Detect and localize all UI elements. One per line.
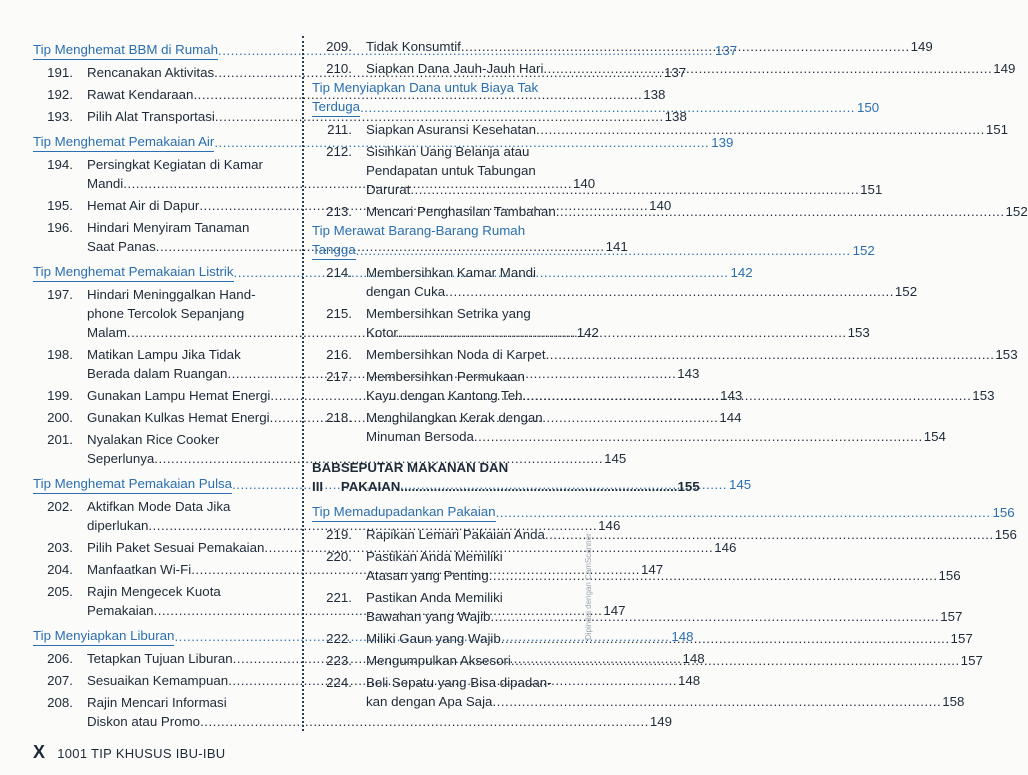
entry-text: Mandi [87,176,124,191]
entry-text: Membersihkan Permukaan [366,369,525,384]
entry-body [366,37,933,56]
chapter-title-line [341,477,700,496]
entry-text: Membersihkan Setrika yang [366,306,531,321]
entry-page-number: 144 [719,410,742,425]
entry-line [366,282,917,301]
entry-number: 223. [326,653,352,668]
section-heading-label: Tip Menghemat Pemakaian Pulsa [33,474,232,494]
entry-number: 214. [326,265,352,280]
page-number-roman: X [33,742,46,762]
entry-body [366,345,1018,364]
entry-text: Hemat Air di Dapur [87,198,200,213]
scanner-watermark: Dipindai dengan CamScanner [584,533,593,640]
entry-text: Nyalakan Rice Cooker [87,432,220,447]
entry-line [366,37,933,56]
leader-dots [523,386,972,405]
entry-number: 200. [47,410,73,425]
entry-number: 218. [326,410,352,425]
entry-text: Mencari Penghasilan Tambahan [366,204,556,219]
entry-number: 191. [47,65,73,80]
page-footer [33,742,226,763]
chapter-label: BAB III [312,460,341,494]
entry-page-number: 154 [923,429,946,444]
toc-entry [33,107,687,126]
entry-line [366,142,882,161]
section-heading-label: Tip Memadupadankan Pakaian [312,502,496,522]
entry-text: Membersihkan Kamar Mandi [366,265,536,280]
entry-page-number: 137 [663,65,687,80]
entry-text: Rajin Mengecek Kuota [87,584,221,599]
entry-line [366,386,994,405]
entry-page-number: 158 [942,694,965,709]
section-heading-label: Tip Merawat Barang-Barang Rumah [312,223,526,238]
entry-number: 204. [47,562,73,577]
entry-body [366,263,917,301]
entry-text: Rawat Kendaraan [87,87,194,102]
entry-text: Matikan Lampu Jika Tidak [87,347,241,362]
leader-dots [200,712,649,731]
book-title: 1001 TIP KHUSUS IBU-IBU [57,746,226,761]
entry-page-number: 149 [649,714,673,729]
entry-text: kan dengan Apa Saja [366,694,493,709]
entry-number: 206. [47,651,73,666]
entry-text: Siapkan Dana Jauh-Jauh Hari [366,61,544,76]
entry-line [366,120,1008,139]
entry-text: Hindari Meninggalkan Hand- [87,287,256,302]
entry-number: 203. [47,540,73,555]
entry-text: Pastikan Anda Memiliki [366,549,503,564]
leader-dots [461,37,910,56]
leader-dots [545,525,994,544]
entry-text: Sisihkan Uang Belanja atau [366,144,530,159]
entry-text: Gunakan Kulkas Hemat Energi [87,410,270,425]
entry-number: 201. [47,432,73,447]
entry-body [366,408,946,446]
entry-page-number: 140 [649,198,672,213]
chapter-title-line: SEPUTAR MAKANAN DAN [340,460,509,475]
entry-body [366,367,994,405]
section-page-number: 156 [992,505,1015,520]
entry-page-number: 146 [714,540,737,555]
entry-page-number: 147 [640,562,664,577]
leader-dots [496,503,991,522]
entry-text: Pemakaian [87,603,154,618]
entry-number: 213. [326,204,352,219]
toc-entry [312,120,1009,139]
leader-dots [489,566,938,585]
entry-page-number: 152 [1005,204,1028,219]
entry-text: Darurat [366,182,411,197]
entry-text: Pendapatan untuk Tabungan [366,163,536,178]
entry-number: 202. [47,499,73,514]
entry-text: Sesuaikan Kemampuan [87,673,229,688]
entry-page-number: 138 [643,87,666,102]
leader-dots [445,282,894,301]
entry-text: Diskon atau Promo [87,714,201,729]
entry-line [366,692,964,711]
entry-number: 222. [326,631,352,646]
entry-page-number: 148 [677,673,701,688]
entry-text: dengan Cuka [366,284,446,299]
entry-text: Manfaatkan Wi-Fi [87,562,192,577]
section-page-number: 152 [852,243,875,258]
entry-body [366,588,962,626]
entry-page-number: 156 [938,568,961,583]
entry-text: Bawahan yang Wajib [366,609,491,624]
entry-text: Rajin Mencari Informasi [87,695,227,710]
entry-page-number: 148 [682,651,705,666]
entry-text: diperlukan [87,518,149,533]
entry-line [366,427,946,446]
section-heading-label: Tip Menyiapkan Liburan [33,626,174,646]
entry-body [366,202,1028,221]
entry-text: Seperlunya [87,451,155,466]
leader-dots [360,98,855,117]
entry-text: Hindari Menyiram Tanaman [87,220,250,235]
section-page-number: 150 [857,100,880,115]
leader-dots [511,651,960,670]
entry-page-number: 156 [994,527,1017,542]
entry-number: 211. [327,122,352,137]
entry-number: 224. [326,675,352,690]
entry-page-number: 141 [605,239,628,254]
entry-body [366,673,964,711]
entry-number: 215. [326,306,352,321]
entry-page-number: 157 [950,631,973,646]
entry-number: 195. [47,198,73,213]
leader-dots [474,427,923,446]
entry-line [366,367,994,386]
entry-body [366,304,870,342]
entry-text: Kayu dengan Kantong Teh [366,388,523,403]
entry-number: 208. [47,695,73,710]
entry-number: 205. [47,584,73,599]
entry-text: phone Tercolok Sepanjang [87,306,245,321]
section-page-number: 137 [714,43,738,58]
entry-page-number: 147 [603,603,626,618]
entry-body [366,120,1008,139]
section-page-number: 148 [671,629,694,644]
entry-line [366,588,962,607]
entry-body [366,629,973,648]
entry-text: Rencanakan Aktivitas [87,65,215,80]
entry-number: 207. [47,673,73,688]
entry-body [366,651,983,670]
toc-entry [312,345,1018,364]
entry-number: 216. [326,347,352,362]
entry-text: Siapkan Asuransi Kesehatan [366,122,537,137]
section-heading-label: Tangga [312,240,356,260]
chapter-title-text: PAKAIAN [340,479,401,494]
entry-page-number: 149 [910,39,933,54]
leader-dots [536,120,985,139]
entry-text: Miliki Gaun yang Wajib [366,631,501,646]
entry-text: Mengumpulkan Aksesori [366,653,511,668]
entry-text: Saat Panas [87,239,156,254]
leader-dots [356,241,851,260]
entry-line [366,202,1028,221]
entry-number: 192. [47,87,73,102]
entry-page-number: 151 [860,182,883,197]
entry-page-number: 157 [960,653,983,668]
entry-line [366,607,962,626]
entry-body [366,547,961,585]
column-divider [302,36,304,731]
entry-number: 220. [326,549,352,564]
leader-dots [410,180,859,199]
entry-body [366,59,1015,78]
section-heading-label: Tip Menyiapkan Dana untuk Biaya Tak [312,80,539,95]
section-heading-label: Tip Menghemat BBM di Rumah [33,40,218,60]
entry-line [87,712,672,731]
section-heading-label: Terduga [312,97,360,117]
entry-page-number: 146 [598,518,621,533]
leader-dots [556,202,1005,221]
leader-dots [490,607,939,626]
entry-page-number: 143 [677,366,700,381]
entry-text: Gunakan Lampu Hemat Energi [87,388,271,403]
section-heading [312,502,1015,522]
entry-body [366,142,882,199]
entry-body [366,525,1017,544]
entry-line [366,323,870,342]
leader-dots [492,692,941,711]
entry-number: 194. [47,157,73,172]
leader-dots [501,629,950,648]
leader-dots [546,345,995,364]
entry-number: 197. [47,287,73,302]
entry-page-number: 145 [604,451,627,466]
entry-text: Rapikan Lemari Pakaian Anda [366,527,545,542]
entry-text: Minuman Bersoda [366,429,474,444]
entry-text: Tidak Konsumtif [366,39,461,54]
entry-page-number: 153 [995,347,1018,362]
entry-number: 221. [326,590,352,605]
entry-line [366,673,964,692]
entry-text: Pastikan Anda Memiliki [366,590,503,605]
entry-page-number: 151 [985,122,1009,137]
section-heading [312,78,574,97]
entry-number: 212. [326,144,352,159]
entry-text: Berada dalam Ruangan [87,366,228,381]
entry-line [366,547,961,566]
entry-line [366,566,961,585]
entry-line [366,59,1015,78]
entry-text: Pilih Paket Sesuai Pemakaian [87,540,265,555]
section-heading-label: Tip Menghemat Pemakaian Air [33,132,214,152]
entry-page-number: 152 [894,284,918,299]
entry-text: Malam [87,325,127,340]
entry-number: 219. [326,527,352,542]
entry-line [366,263,917,282]
entry-number: 196. [47,220,73,235]
chapter-page-number: 155 [677,479,700,494]
section-page-number: 139 [711,135,734,150]
entry-number: 217. [326,369,352,384]
leader-dots [543,59,992,78]
chapter-title [341,458,700,496]
entry-number: 199. [47,388,73,403]
leader-dots [400,477,677,496]
entry-text: Aktifkan Mode Data Jika [87,499,231,514]
entry-page-number: 140 [573,176,596,191]
section-heading-label: Tip Menghemat Pemakaian Listrik [33,262,234,282]
entry-line [366,629,973,648]
section-page-number: 142 [730,265,753,280]
entry-page-number: 153 [847,325,870,340]
entry-text: Persingkat Kegiatan di Kamar [87,157,263,172]
entry-line [366,651,983,670]
entry-line [366,161,882,180]
entry-page-number: 157 [940,609,963,624]
leader-dots [398,323,847,342]
entry-number: 198. [47,347,73,362]
entry-text: Menghilangkan Kerak dengan [366,410,543,425]
entry-text: Atasan yang Penting [366,568,489,583]
entry-page-number: 138 [664,109,687,124]
entry-line [366,180,882,199]
entry-page-number: 142 [576,325,599,340]
entry-line [366,525,1017,544]
entry-page-number: 143 [720,388,743,403]
entry-line [366,304,870,323]
entry-page-number: 149 [993,61,1016,76]
entry-text: Beli Sepatu yang Bisa dipadan- [366,675,552,690]
entry-number: 209. [326,39,352,54]
entry-text: Membersihkan Noda di Karpet [366,347,546,362]
entry-text: Tetapkan Tujuan Liburan [87,651,233,666]
entry-line [366,345,1018,364]
entry-page-number: 153 [972,388,995,403]
entry-text: Kotor [366,325,398,340]
entry-number: 193. [47,109,73,124]
entry-text: Pilih Alat Transportasi [87,109,215,124]
section-page-number: 145 [729,477,752,492]
entry-number: 210. [326,61,352,76]
section-heading [312,221,574,240]
entry-line [366,408,946,427]
